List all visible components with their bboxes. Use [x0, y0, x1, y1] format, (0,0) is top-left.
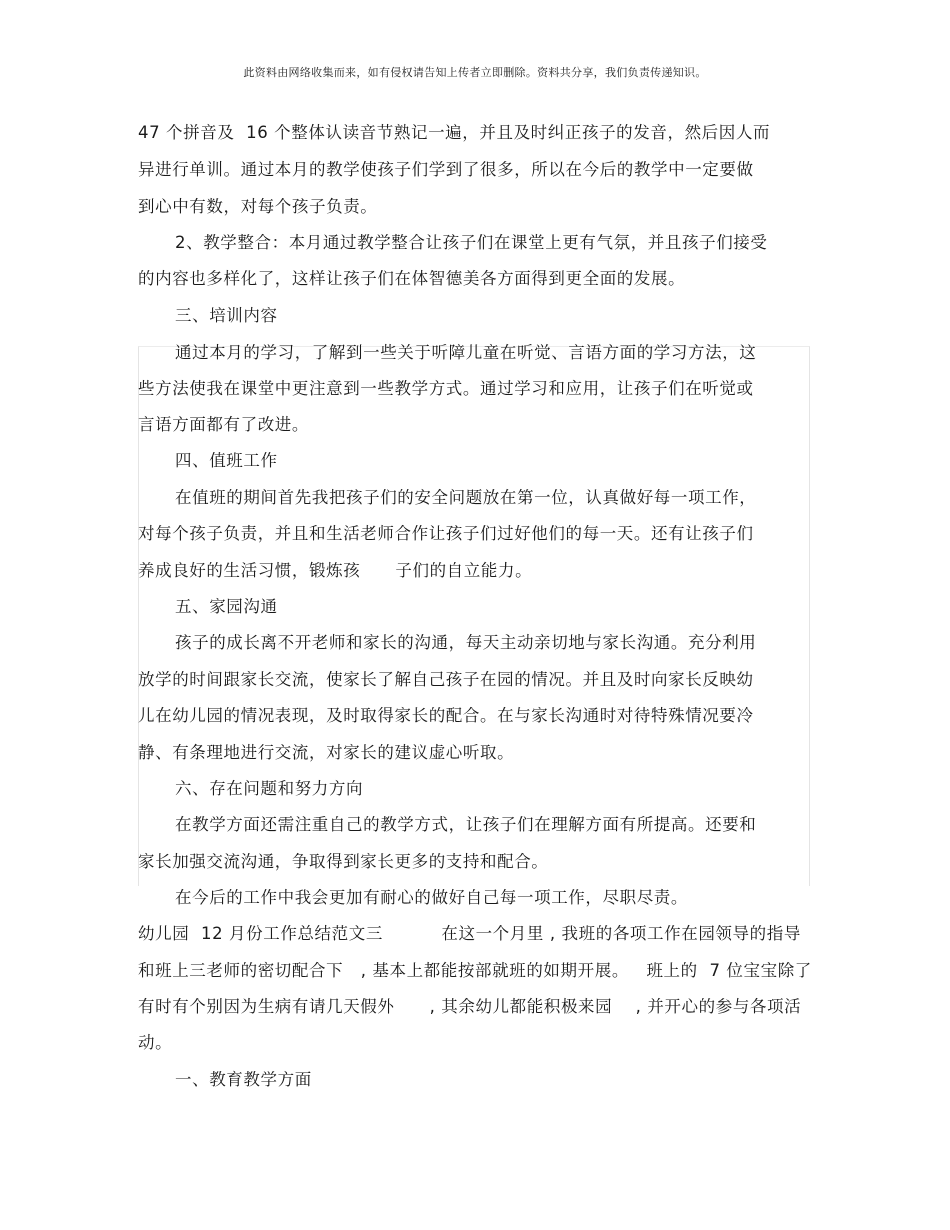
text-line: 在今后的工作中我会更加有耐心的做好自己每一项工作，尽职尽责。 [175, 888, 688, 907]
text-line: 动。 [138, 1033, 173, 1052]
section-heading: 一、教育教学方面 [175, 1070, 312, 1089]
text-line: 幼儿园 12 月份工作总结范文三 在这一个月里 , 我班的各项工作在园领导的指导 [138, 924, 801, 943]
text-line: 儿在幼儿园的情况表现，及时取得家长的配合。在与家长沟通时对待特殊情况要冷 [138, 706, 754, 725]
text-line: 家长加强交流沟通，争取得到家长更多的支持和配合。 [138, 852, 549, 871]
text-line: 孩子的成长离不开老师和家长的沟通，每天主动亲切地与家长沟通。充分利用 [175, 633, 757, 652]
text-line: 些方法使我在课堂中更注意到一些教学方式。通过学习和应用，让孩子们在听觉或 [138, 379, 754, 398]
text-line: 47 个拼音及 16 个整体认读音节熟记一遍，并且及时纠正孩子的发音，然后因人而 [138, 123, 771, 142]
text-line: 在值班的期间首先我把孩子们的安全问题放在第一位，认真做好每一项工作， [175, 488, 757, 507]
text-line: 异进行单训。通过本月的教学使孩子们学到了很多，所以在今后的教学中一定要做 [138, 160, 754, 179]
text-line: 通过本月的学习，了解到一些关于听障儿童在听觉、言语方面的学习方法，这 [175, 343, 757, 362]
text-line: 和班上三老师的密切配合下 , 基本上都能按部就班的如期开展。 班上的 7 位宝宝除了 [138, 961, 812, 980]
text-line: 放学的时间跟家长交流，使家长了解自己孩子在园的情况。并且及时向家长反映幼 [138, 670, 754, 689]
text-line: 有时有个别因为生病有请几天假外 , 其余幼儿都能积极来园 , 并开心的参与各项活 [138, 997, 802, 1016]
text-line: 2、教学整合：本月通过教学整合让孩子们在课堂上更有气氛，并且孩子们接受 [175, 233, 768, 252]
text-line: 在教学方面还需注重自己的教学方式，让孩子们在理解方面有所提高。还要和 [175, 815, 757, 834]
section-heading: 五、家园沟通 [175, 597, 278, 616]
section-heading: 四、值班工作 [175, 451, 278, 470]
text-line: 言语方面都有了改进。 [138, 415, 309, 434]
text-line: 的内容也多样化了，这样让孩子们在体智德美各方面得到更全面的发展。 [138, 269, 686, 288]
text-line: 静、有条理地进行交流，对家长的建议虚心听取。 [138, 743, 515, 762]
text-line: 到心中有数，对每个孩子负责。 [138, 197, 378, 216]
page-header-notice: 此资料由网络收集而来，如有侵权请告知上传者立即删除。资料共分享，我们负责传递知识。 [243, 66, 707, 79]
text-line: 养成良好的生活习惯，锻炼孩 子们的自立能力。 [138, 561, 533, 580]
text-line: 对每个孩子负责，并且和生活老师合作让孩子们过好他们的每一天。还有让孩子们 [138, 524, 754, 543]
section-heading: 六、存在问题和努力方向 [175, 779, 364, 798]
section-heading: 三、培训内容 [175, 306, 278, 325]
